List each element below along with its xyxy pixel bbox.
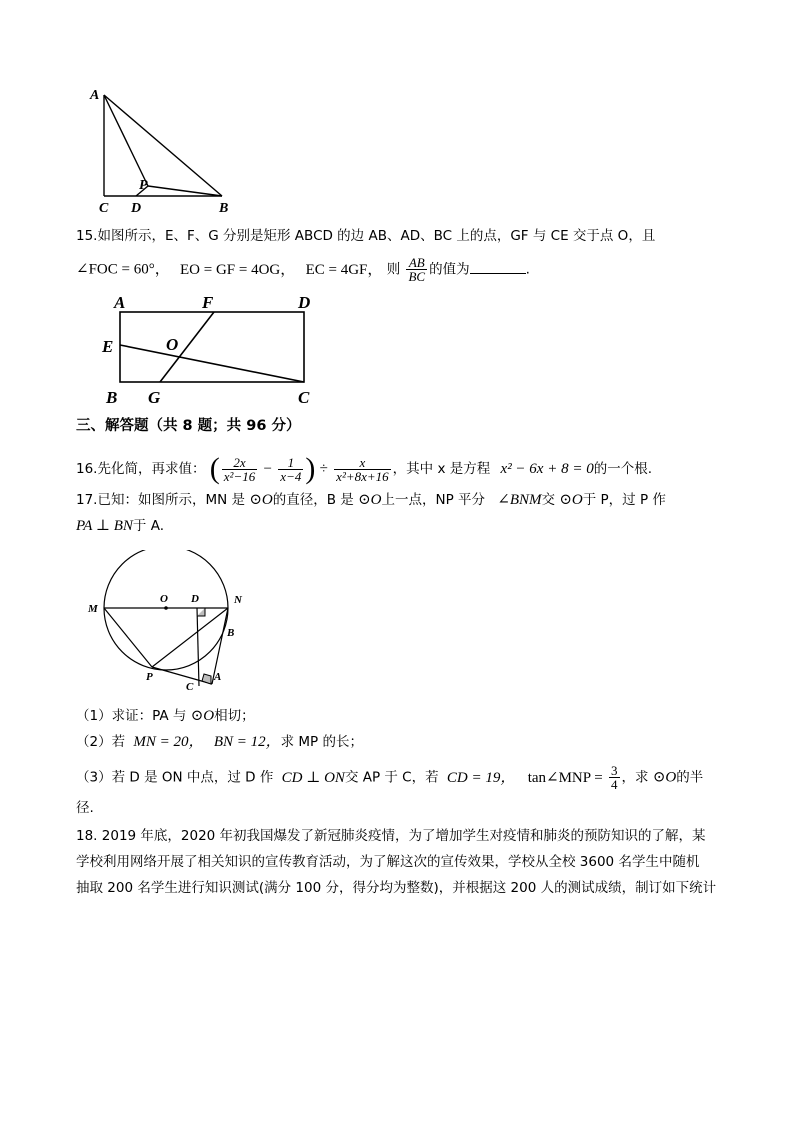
q15-fraction: $\frac{AB}{BC}$	[408, 255, 426, 284]
label-a: A	[114, 293, 126, 312]
label-n: N	[234, 594, 242, 606]
q16-prefix: 16.先化简，再求值：	[76, 461, 206, 477]
section-heading: 三、解答题（共 8 题；共 96 分）	[76, 418, 301, 434]
q15-eq2: EC = 4GF，	[305, 261, 383, 278]
label-e: E	[102, 337, 114, 356]
q18-line3: 抽取 200 名学生进行知识测试(满分 100 分，得分均为整数)，并根据这 200 人的测试成绩，制订如下统计	[76, 880, 717, 896]
label-b: B	[219, 201, 229, 214]
perp-pa-bn: PA ⊥ BN	[76, 518, 133, 534]
q16-suffix: 的一个根.	[593, 461, 653, 477]
label-o: O	[160, 593, 168, 605]
answer-blank	[470, 259, 526, 274]
label-d: D	[191, 593, 199, 605]
label-c: C	[298, 388, 310, 407]
q17-line2: PA ⊥ BN于 A.	[76, 518, 164, 534]
q18-line1: 18. 2019 年底，2020 年初我国爆发了新冠肺炎疫情，为了增加学生对疫情和肺炎的预防知识的了解，某	[76, 828, 706, 844]
q16-frac2: $\frac{1}{x-4}$	[280, 454, 302, 484]
figure-rectangle-abcd	[98, 290, 328, 410]
q16-mid: ，其中 x 是方程	[392, 461, 491, 477]
label-c: C	[186, 681, 194, 693]
label-p: P	[139, 178, 148, 193]
q15-end: .	[525, 261, 530, 278]
q16-minus: −	[263, 461, 272, 477]
figure-triangle-apb	[82, 82, 242, 214]
q15-tail: 的值为	[429, 261, 470, 278]
label-m: M	[88, 603, 98, 615]
angle-bnm: ∠BNM	[497, 492, 542, 508]
q15-angle: ∠FOC = 60°，	[76, 261, 170, 278]
q16-equation: x² − 6x + 8 = 0	[500, 461, 594, 477]
circle-o: ⊙O	[358, 492, 382, 508]
q17-tan-fraction: $\frac{3}{4}$	[611, 763, 618, 792]
label-a: A	[214, 671, 222, 683]
q16-frac3: $\frac{x}{\text{x²+8x+16}}$	[336, 454, 389, 484]
label-d: D	[298, 293, 311, 312]
q17-sub3: （3）若 D 是 ON 中点，过 D 作 CD ⊥ ON交 AP 于 C，若 CD = 19， tan∠MNP = $\frac{3}{4}$ ，求 ⊙O的半	[76, 763, 704, 792]
label-f: F	[202, 293, 214, 312]
label-p: P	[146, 671, 153, 683]
circle-o: ⊙O	[190, 708, 215, 724]
q16-line: 16.先化简，再求值： ( $\frac{2x}{\text{x²−16}}$ − $\frac{1}{x-4}$ ) ÷ $\frac{x}{\text{x²+8x+16}}$ ，其中 x 是方程 x² − 6x + 8 = 0的一个根.	[76, 452, 653, 485]
circle-o: ⊙O	[652, 769, 677, 786]
label-o: O	[166, 335, 179, 354]
q17-sub1: （1）求证：PA 与 ⊙O相切；	[76, 708, 255, 724]
label-g: G	[148, 388, 161, 407]
q17-line1: 17.已知：如图所示，MN 是 ⊙O的直径，B 是 ⊙O上一点，NP 平分 ∠BNM交 ⊙O于 P，过 P 作	[76, 492, 666, 508]
label-b: B	[227, 627, 235, 639]
label-b: B	[106, 388, 118, 407]
circle-o: ⊙O	[559, 492, 583, 508]
q16-frac1: $\frac{2x}{\text{x²−16}}$	[223, 454, 256, 484]
q18-line2: 学校利用网络开展了相关知识的宣传教育活动，为了解这次的宣传效果，学校从全校 3600 名学生中随机	[76, 854, 700, 870]
q15-line1: 15.如图所示，E、F、G 分别是矩形 ABCD 的边 AB、AD、BC 上的点，GF 与 CE 交于点 O，且	[76, 228, 656, 244]
q15-line2	[76, 256, 530, 283]
label-a: A	[90, 88, 100, 103]
label-c: C	[99, 201, 109, 214]
circle-o: ⊙O	[249, 492, 273, 508]
q15-then: 则	[386, 261, 401, 278]
q15-eq1: EO = GF = 4OG，	[180, 261, 296, 278]
figure-circle-mn	[82, 550, 252, 696]
label-d: D	[131, 201, 142, 214]
q17-sub3-wrap: 径.	[76, 800, 94, 816]
q16-div: ÷	[319, 461, 328, 477]
q17-sub2: （2）若 MN = 20， BN = 12，求 MP 的长；	[76, 734, 363, 750]
